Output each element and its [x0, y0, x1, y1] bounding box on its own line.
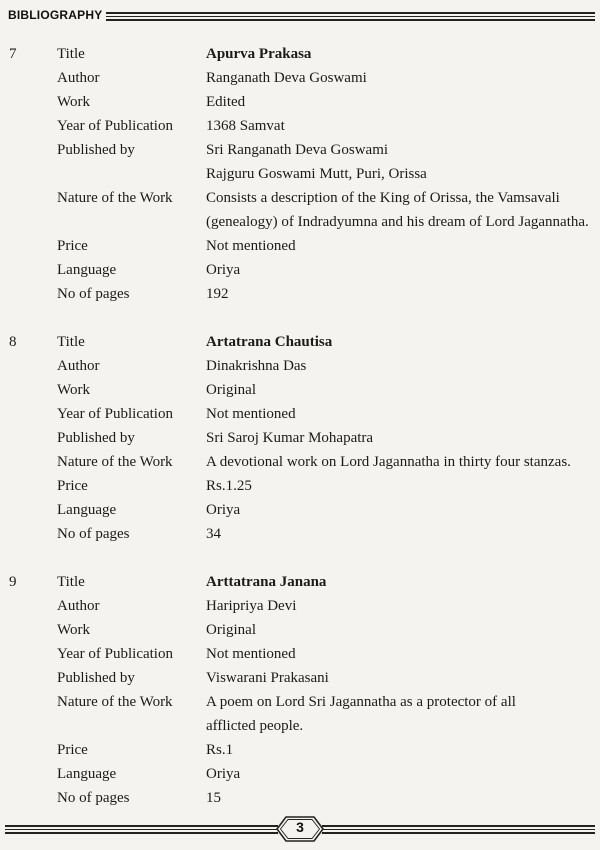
field-label: Published by	[57, 430, 135, 446]
book-title: Artatrana Chautisa	[206, 334, 333, 350]
field-row	[0, 714, 600, 738]
book-title: Apurva Prakasa	[206, 46, 312, 62]
field-value: Not mentioned	[206, 646, 296, 662]
field-label: No of pages	[57, 526, 130, 542]
field-row	[0, 42, 600, 66]
field-label: Author	[57, 358, 100, 374]
page-number: 3	[296, 819, 304, 835]
field-label: Author	[57, 70, 100, 86]
field-label: Language	[57, 262, 117, 278]
field-label: Price	[57, 478, 88, 494]
field-value: Sri Saroj Kumar Mohapatra	[206, 430, 374, 446]
field-row	[0, 234, 600, 258]
field-label: Title	[57, 334, 85, 350]
page-number-badge	[276, 816, 324, 842]
entry-number: 7	[9, 46, 17, 62]
field-label: Language	[57, 502, 117, 518]
field-label: Work	[57, 382, 90, 398]
field-row	[0, 738, 600, 762]
field-row	[0, 162, 600, 186]
field-row	[0, 426, 600, 450]
field-label: Work	[57, 94, 90, 110]
field-row	[0, 402, 600, 426]
field-row	[0, 594, 600, 618]
field-row	[0, 210, 600, 234]
section-title: BIBLIOGRAPHY	[8, 8, 103, 22]
field-row	[0, 282, 600, 306]
bibliography-entry	[0, 42, 600, 306]
field-value: Dinakrishna Das	[206, 358, 307, 374]
field-value: Not mentioned	[206, 406, 296, 422]
field-label: Year of Publication	[57, 646, 173, 662]
field-row	[0, 642, 600, 666]
field-value: A poem on Lord Sri Jagannatha as a protector of all	[206, 694, 516, 710]
field-value: Edited	[206, 94, 246, 110]
field-label: Language	[57, 766, 117, 782]
field-value: Original	[206, 622, 256, 638]
field-value: Rs.1.25	[206, 478, 252, 494]
entry-number: 9	[9, 574, 17, 590]
field-row	[0, 570, 600, 594]
field-label: Price	[57, 238, 88, 254]
field-row	[0, 354, 600, 378]
field-row	[0, 378, 600, 402]
field-value: Rs.1	[206, 742, 234, 758]
field-label: Price	[57, 742, 88, 758]
field-label: Nature of the Work	[57, 454, 173, 470]
field-value: (genealogy) of Indradyumna and his dream of Lord Jagannatha.	[206, 214, 589, 230]
field-row	[0, 666, 600, 690]
field-row	[0, 690, 600, 714]
field-value: A devotional work on Lord Jagannatha in thirty four stanzas.	[206, 454, 571, 470]
field-value: Viswarani Prakasani	[206, 670, 329, 686]
field-label: Nature of the Work	[57, 190, 173, 206]
field-value: Rajguru Goswami Mutt, Puri, Orissa	[206, 166, 427, 182]
bibliography-entry	[0, 330, 600, 546]
field-value: Ranganath Deva Goswami	[206, 70, 367, 86]
field-value: Original	[206, 382, 256, 398]
field-label: No of pages	[57, 286, 130, 302]
field-row	[0, 258, 600, 282]
field-value: Oriya	[206, 502, 241, 518]
page-footer	[0, 816, 600, 846]
field-label: Work	[57, 622, 90, 638]
entry-number: 8	[9, 334, 17, 350]
field-row	[0, 498, 600, 522]
field-row	[0, 786, 600, 810]
bibliography-entry	[0, 570, 600, 810]
book-title: Arttatrana Janana	[206, 574, 327, 590]
field-value: 1368 Samvat	[206, 118, 285, 134]
field-row	[0, 138, 600, 162]
footer-rule-right	[322, 825, 595, 834]
field-value: Haripriya Devi	[206, 598, 297, 614]
field-row	[0, 762, 600, 786]
field-label: Title	[57, 574, 85, 590]
field-value: 192	[206, 286, 229, 302]
field-label: Title	[57, 46, 85, 62]
field-label: No of pages	[57, 790, 130, 806]
field-row	[0, 330, 600, 354]
field-row	[0, 66, 600, 90]
field-value: 34	[206, 526, 221, 542]
field-value: Oriya	[206, 262, 241, 278]
field-row	[0, 90, 600, 114]
field-label: Author	[57, 598, 100, 614]
field-row	[0, 474, 600, 498]
field-value: Sri Ranganath Deva Goswami	[206, 142, 389, 158]
field-value: 15	[206, 790, 221, 806]
field-row	[0, 114, 600, 138]
field-label: Published by	[57, 670, 135, 686]
field-label: Nature of the Work	[57, 694, 173, 710]
field-row	[0, 618, 600, 642]
field-row	[0, 522, 600, 546]
footer-rule-left	[5, 825, 278, 834]
field-value: Consists a description of the King of Orissa, the Vamsavali	[206, 190, 560, 206]
field-value: afflicted people.	[206, 718, 304, 734]
field-label: Year of Publication	[57, 118, 173, 134]
field-row	[0, 186, 600, 210]
header-rule	[106, 12, 595, 21]
page-header	[0, 0, 600, 30]
field-value: Oriya	[206, 766, 241, 782]
field-value: Not mentioned	[206, 238, 296, 254]
field-label: Year of Publication	[57, 406, 173, 422]
field-row	[0, 450, 600, 474]
field-label: Published by	[57, 142, 135, 158]
